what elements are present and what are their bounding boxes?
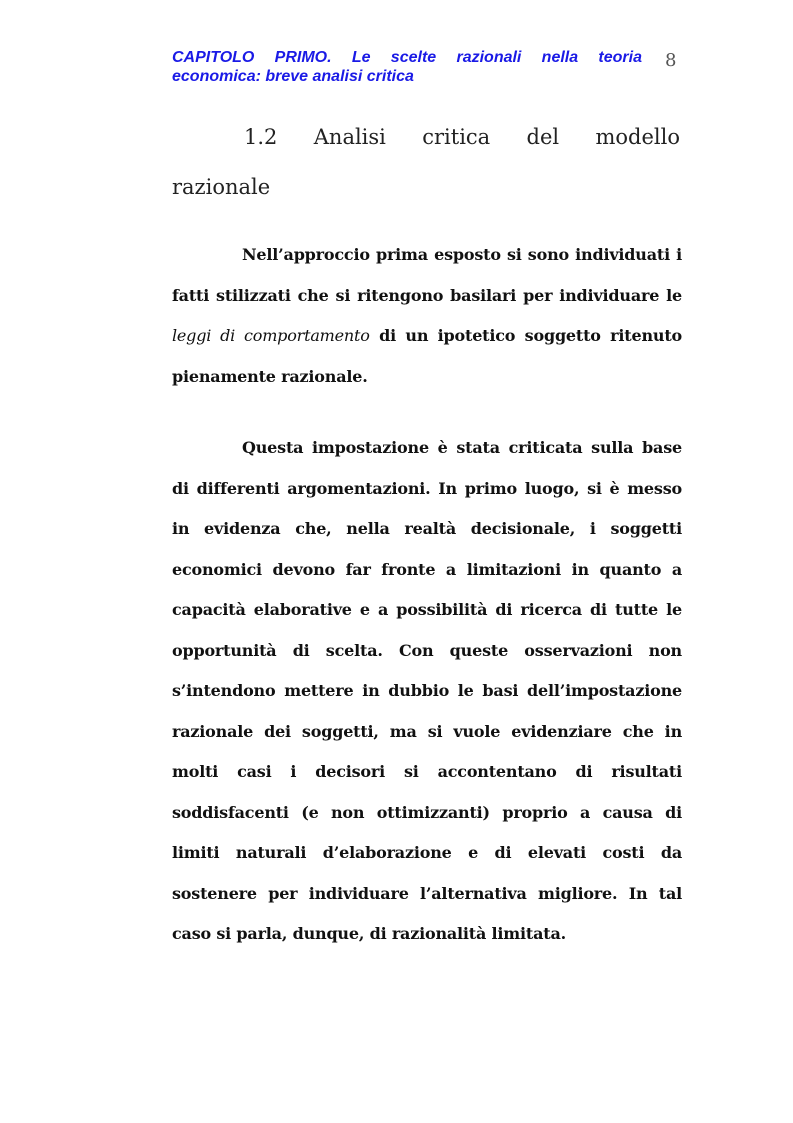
paragraph-2: Questa impostazione è stata criticata sulla base di differenti argomentazioni. In primo luogo, si è messo in evidenza che, nella realtà decisionale, i soggetti economici devono far fronte a limitazioni in quanto a capacità elaborative e a possibilità di ricerca di tutte le opportunità di scelta. Con queste osservazioni non s’intendono mettere in dubbio le basi dell’impostazione razionale dei soggetti, ma si vuole evidenziare che in molti casi i decisori si accontentano di risultati soddisfacenti (e non ottimizzanti) proprio a causa di limiti naturali d’elaborazione e di elevati costi da sostenere per individuare l’alternativa migliore. In tal caso si parla, dunque, di razionalità limitata. [172, 438, 682, 943]
header-chapter-title-line2: economica: breve analisi critica [172, 68, 414, 85]
header-chapter-title-line1: CAPITOLO PRIMO. Le scelte razionali nella teoria [172, 49, 642, 66]
section-heading [172, 112, 680, 212]
paragraph-1-text-b: di un ipotetico soggetto ritenuto pienamente razionale. [172, 326, 682, 386]
paragraph-1 [172, 235, 682, 397]
section-title-word: del [526, 125, 560, 149]
paragraph-1-emphasis: leggi di comportamento [172, 326, 370, 345]
section-title-word: Analisi [313, 125, 386, 149]
running-header [172, 48, 642, 86]
paragraph-1-text-a: Nell’approccio prima esposto si sono individuati i fatti stilizzati che si ritengono basilari per individuare le [172, 245, 682, 305]
section-title-word: critica [422, 125, 491, 149]
page-number: 8 [665, 50, 677, 71]
section-title-line2: razionale [172, 175, 271, 199]
section-heading-line1 [172, 112, 680, 162]
section-title-word: modello [595, 125, 680, 149]
section-number: 1.2 [244, 125, 278, 149]
